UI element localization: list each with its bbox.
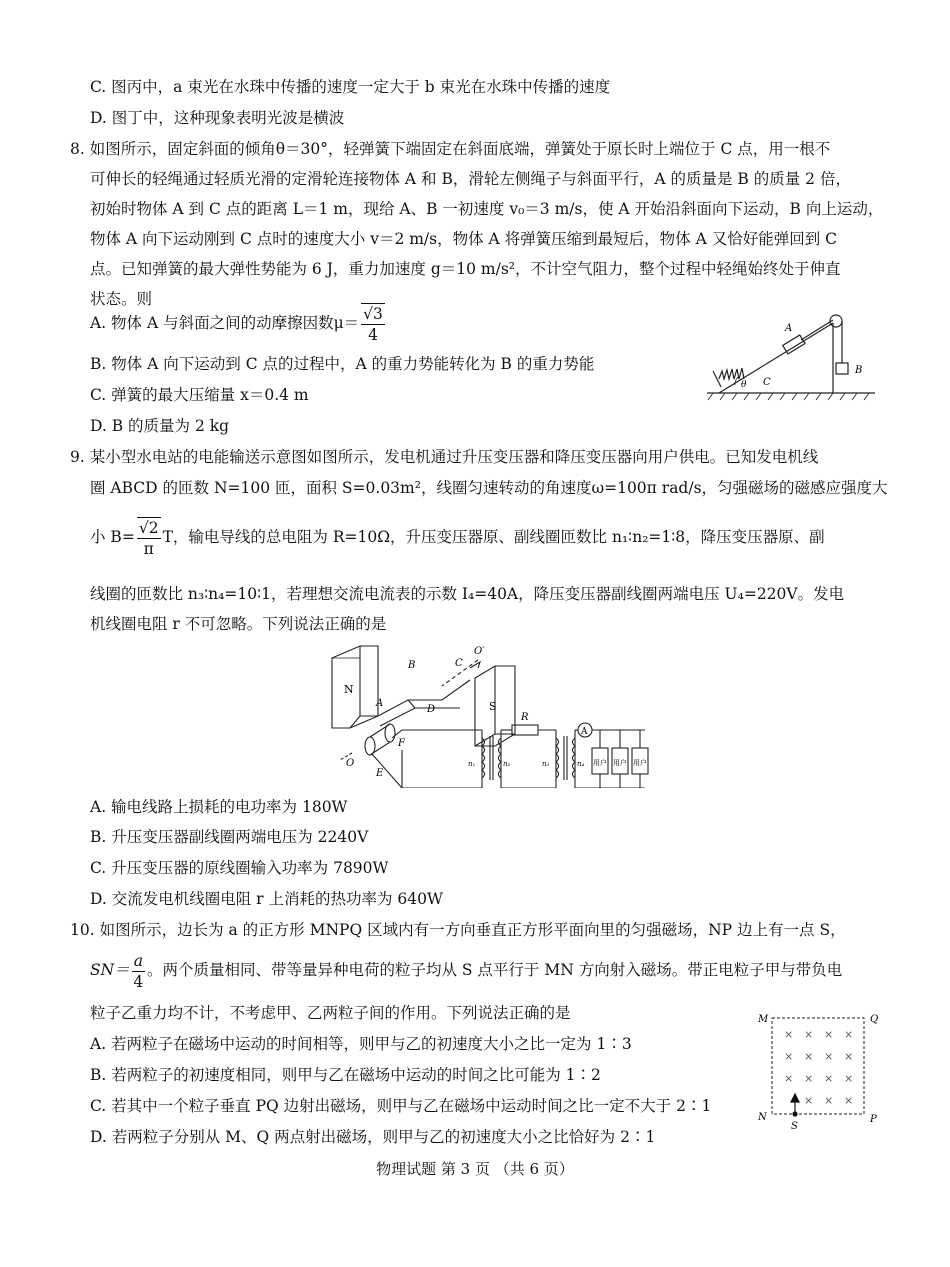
q7-option-d: D. 图丁中，这种现象表明光波是横波 bbox=[90, 109, 345, 127]
mu-fraction bbox=[361, 303, 385, 345]
label-a: A bbox=[376, 698, 384, 709]
q8-option-a-text: A. 物体 A 与斜面之间的动摩擦因数μ＝ bbox=[90, 314, 360, 332]
label-s: S bbox=[791, 1121, 798, 1132]
mu-denominator: 4 bbox=[368, 326, 378, 344]
label-n3: n₃ bbox=[542, 760, 550, 768]
cross: × bbox=[844, 1028, 854, 1041]
label-m: M bbox=[758, 1014, 769, 1025]
b-numerator: √2 bbox=[138, 519, 159, 537]
cross: × bbox=[824, 1050, 834, 1063]
sn-numerator: a bbox=[133, 951, 143, 970]
q9-stem-line-3 bbox=[90, 514, 825, 560]
rope-incline bbox=[801, 320, 833, 340]
q10-stem-line-1: 10. 如图所示，边长为 a 的正方形 MNPQ 区域内有一方向垂直正方形平面向里的匀强磁场，NP 边上有一点 S， bbox=[70, 921, 846, 939]
b-fraction bbox=[137, 517, 161, 559]
label-s: S bbox=[489, 700, 497, 713]
q9-option-c: C. 升压变压器的原线圈输入功率为 7890W bbox=[90, 859, 389, 877]
user-label-3: 用户 bbox=[633, 759, 647, 767]
label-a: A bbox=[785, 323, 793, 334]
q8-option-d: D. B 的质量为 2 kg bbox=[90, 417, 230, 435]
cross: × bbox=[844, 1050, 854, 1063]
block-a bbox=[783, 335, 805, 354]
b-denominator: π bbox=[143, 540, 154, 558]
cross: × bbox=[824, 1028, 834, 1041]
label-r: R bbox=[521, 712, 529, 723]
q8-option-a bbox=[90, 300, 387, 346]
q8-option-c: C. 弹簧的最大压缩量 x＝0.4 m bbox=[90, 386, 309, 404]
label-b: B bbox=[408, 660, 416, 671]
cross: × bbox=[844, 1072, 854, 1085]
q10-option-d: D. 若两粒子分别从 M、Q 两点射出磁场，则甲与乙的初速度大小之比恰好为 2∶1 bbox=[90, 1128, 656, 1146]
q8-stem-line-5: 点。已知弹簧的最大弹性势能为 6 J，重力加速度 g＝10 m/s²，不计空气阻力，整个过程中轻绳始终处于伸直 bbox=[90, 260, 841, 278]
q9-stem-line-4: 线圈的匝数比 n₃∶n₄=10∶1，若理想交流电流表的示数 I₄=40A，降压变压器副线圈两端电压 U₄=220V。发电 bbox=[90, 585, 845, 603]
q10-option-c: C. 若其中一个粒子垂直 PQ 边射出磁场，则甲与乙在磁场中运动时间之比一定不大于 2∶1 bbox=[90, 1097, 712, 1115]
q9-stem-line-5: 机线圈电阻 r 不可忽略。下列说法正确的是 bbox=[90, 615, 387, 633]
sn-lhs: SN＝ bbox=[90, 961, 130, 979]
q9-b-suffix: T，输电导线的总电阻为 R=10Ω，升压变压器原、副线圈匝数比 n₁∶n₂=1∶8，降压变压器原、副 bbox=[162, 528, 825, 546]
q9-option-d: D. 交流发电机线圈电阻 r 上消耗的热功率为 640W bbox=[90, 890, 443, 908]
mu-numerator: √3 bbox=[363, 305, 383, 323]
cross: × bbox=[824, 1072, 834, 1085]
q8-stem-line-2: 可伸长的轻绳通过轻质光滑的定滑轮连接物体 A 和 B，滑轮左侧绳子与斜面平行，A 的质量是 B 的质量 2 倍， bbox=[90, 170, 851, 188]
block-b bbox=[836, 363, 848, 374]
q9-b-prefix: 小 B= bbox=[90, 528, 135, 546]
q8-option-b: B. 物体 A 向下运动到 C 点的过程中，A 的重力势能转化为 B 的重力势能 bbox=[90, 355, 595, 373]
label-n: N bbox=[344, 683, 354, 696]
user-label-1: 用户 bbox=[593, 759, 607, 767]
coil-frame bbox=[378, 680, 470, 716]
cross: × bbox=[784, 1028, 794, 1041]
velocity-arrow bbox=[791, 1094, 799, 1116]
q9-option-a: A. 输电线路上损耗的电功率为 180W bbox=[90, 798, 348, 816]
user-label-2: 用户 bbox=[613, 759, 627, 767]
q9-stem-line-1: 9. 某小型水电站的电能输送示意图如图所示，发电机通过升压变压器和降压变压器向用户供电。已知发电机线 bbox=[70, 448, 819, 466]
resistor-r bbox=[512, 725, 538, 735]
label-c: C bbox=[455, 658, 463, 669]
sn-fraction bbox=[132, 951, 145, 992]
q8-stem-line-1: 8. 如图所示，固定斜面的倾角θ＝30°，轻弹簧下端固定在斜面底端，弹簧处于原长时上端位于 C 点，用一根不 bbox=[70, 140, 831, 158]
label-theta: θ bbox=[741, 380, 747, 390]
label-o: O bbox=[346, 758, 355, 769]
spring bbox=[719, 368, 744, 379]
q10-option-b: B. 若两粒子的初速度相同，则甲与乙在磁场中运动的时间之比可能为 1∶2 bbox=[90, 1066, 601, 1084]
spring-base bbox=[713, 371, 721, 387]
page-footer: 物理试题 第 3 页 （共 6 页） bbox=[376, 1160, 574, 1178]
incline-surface bbox=[719, 323, 833, 393]
q10-stem-line-3: 粒子乙重力均不计，不考虑甲、乙两粒子间的作用。下列说法正确的是 bbox=[90, 1004, 571, 1022]
q8-incline-figure bbox=[705, 305, 880, 405]
label-n1: n₁ bbox=[468, 760, 476, 768]
label-p: P bbox=[870, 1114, 877, 1125]
label-n2: n₂ bbox=[503, 760, 511, 768]
ground-hatch bbox=[708, 393, 869, 400]
cross: × bbox=[844, 1094, 854, 1107]
q10-option-a: A. 若两粒子在磁场中运动的时间相等，则甲与乙的初速度大小之比一定为 1∶3 bbox=[90, 1035, 632, 1053]
cross: × bbox=[784, 1072, 794, 1085]
cross: × bbox=[804, 1072, 814, 1085]
cross: × bbox=[804, 1050, 814, 1063]
q10-stem-suffix: 。两个质量相同、带等量异种电荷的粒子均从 S 点平行于 MN 方向射入磁场。带正电粒子甲与带负电 bbox=[146, 961, 843, 979]
q9-option-b: B. 升压变压器副线圈两端电压为 2240V bbox=[90, 828, 369, 846]
label-o-prime: O′ bbox=[474, 646, 485, 657]
sn-denominator: 4 bbox=[133, 972, 144, 991]
label-n: N bbox=[758, 1112, 767, 1123]
label-n4: n₄ bbox=[577, 760, 585, 768]
label-d: D bbox=[427, 704, 436, 715]
label-e: E bbox=[376, 768, 384, 779]
q7-option-c: C. 图丙中，a 束光在水珠中传播的速度一定大于 b 束光在水珠中传播的速度 bbox=[90, 78, 611, 96]
q10-stem-line-2 bbox=[90, 947, 842, 993]
label-b: B bbox=[855, 365, 863, 376]
label-c: C bbox=[763, 377, 771, 388]
cross: × bbox=[824, 1094, 834, 1107]
ammeter-label: A bbox=[581, 727, 588, 737]
cross: × bbox=[804, 1094, 814, 1107]
cross: × bbox=[784, 1050, 794, 1063]
q8-stem-line-4: 物体 A 向下运动刚到 C 点时的速度大小 v＝2 m/s，物体 A 将弹簧压缩到最短后，物体 A 又恰好能弹回到 C bbox=[90, 230, 837, 248]
q9-power-transmission-figure bbox=[320, 638, 650, 788]
label-q: Q bbox=[870, 1014, 879, 1025]
q10-magnetic-field-figure bbox=[752, 1010, 887, 1132]
q9-stem-line-2: 圈 ABCD 的匝数 N=100 匝，面积 S=0.03m²，线圈匀速转动的角速度ω=100π rad/s，匀强磁场的磁感应强度大 bbox=[90, 479, 888, 497]
q8-stem-line-6: 状态。则 bbox=[90, 290, 153, 308]
cross: × bbox=[804, 1028, 814, 1041]
label-f: F bbox=[398, 738, 405, 749]
q8-stem-line-3: 初始时物体 A 到 C 点的距离 L＝1 m，现给 A、B 一初速度 v₀＝3 m/s，使 A 开始沿斜面向下运动，B 向上运动， bbox=[90, 200, 884, 218]
